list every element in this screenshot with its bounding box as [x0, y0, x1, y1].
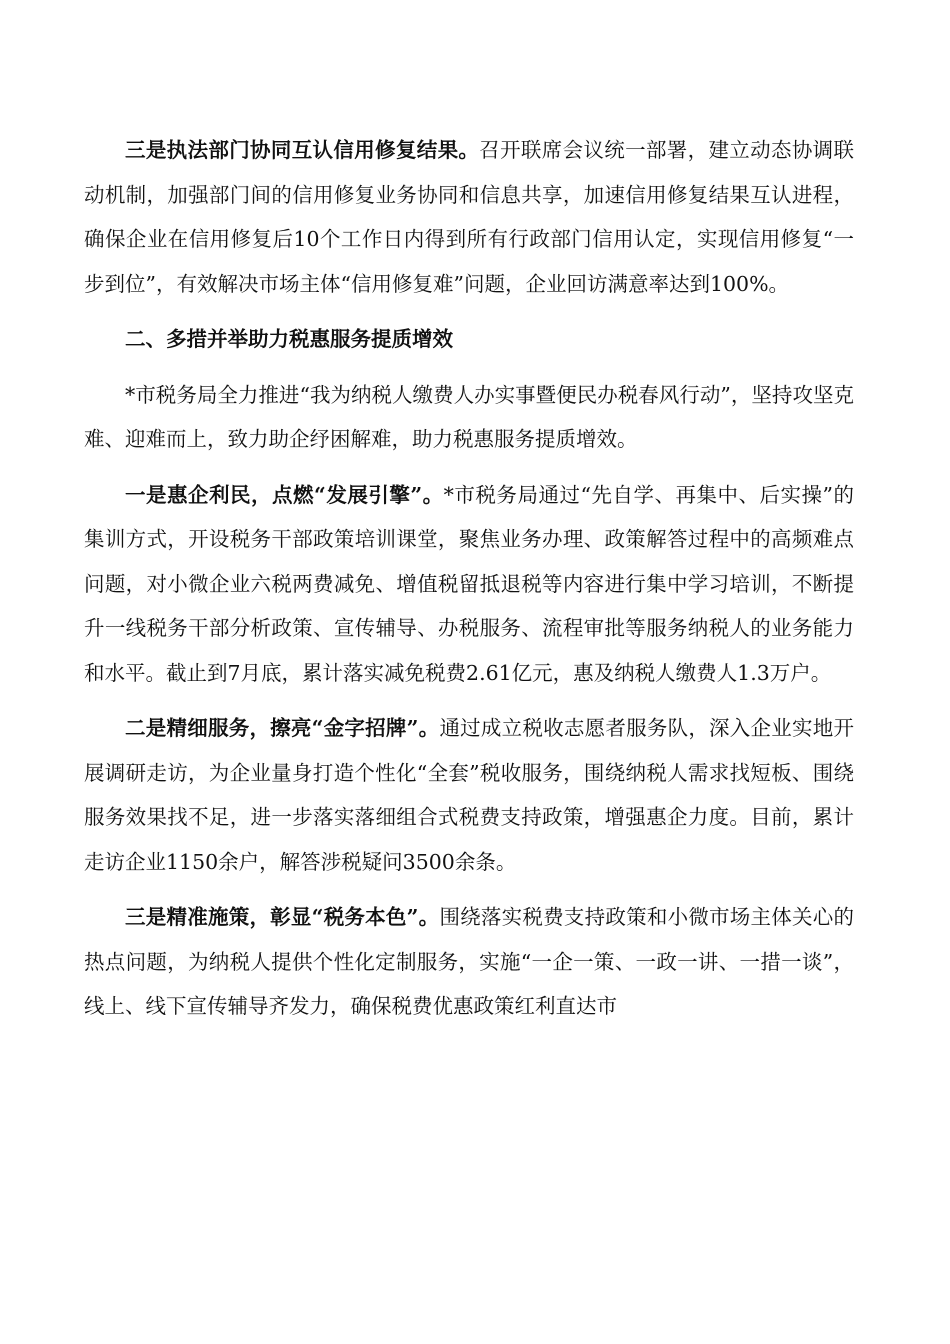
paragraph-lead: 三是精准施策，彰显“税务本色”。: [125, 905, 440, 929]
paragraph-text: 通过成立税收志愿者服务队，深入企业实地开展调研走访，为企业量身打造个性化“全套”税收服务，围绕纳税人需求找短板、围绕服务效果找不足，进一步落实落细组合式税费支持政策，增强惠企力度。目前，累计走访企业1150余户，解答涉税疑问3500余条。: [84, 716, 854, 874]
paragraph-text: *市税务局通过“先自学、再集中、后实操”的集训方式，开设税务干部政策培训课堂，聚焦业务办理、政策解答过程中的高频难点问题，对小微企业六税两费减免、增值税留抵退税等内容进行集中学习培训，不断提升一线税务干部分析政策、宣传辅导、办税服务、流程审批等服务纳税人的业务能力和水平。截止到7月底，累计落实减免税费2.61亿元，惠及纳税人缴费人1.3万户。: [84, 482, 854, 685]
paragraph-text: 召开联席会议统一部署，建立动态协调联动机制，加强部门间的信用修复业务协同和信息共享，加速信用修复结果互认进程，确保企业在信用修复后10个工作日内得到所有行政部门信用认定，实现信用修复“一步到位”，有效解决市场主体“信用修复难”问题，企业回访满意率达到100%。: [84, 138, 854, 296]
paragraph-credit-repair: [84, 128, 854, 306]
paragraph-lead: 一是惠企利民，点燃“发展引擎”。: [125, 482, 444, 507]
paragraph-text: *市税务局全力推进“我为纳税人缴费人办实事暨便民办税春风行动”，坚持攻坚克难、迎难而上，致力助企纾困解难，助力税惠服务提质增效。: [84, 382, 854, 451]
paragraph-precise-policy: [84, 895, 854, 1029]
paragraph-benefit-enterprises: [84, 473, 854, 696]
section-heading: 二、多措并举助力税惠服务提质增效: [125, 327, 453, 351]
paragraph-lead: 三是执法部门协同互认信用修复结果。: [125, 138, 480, 162]
paragraph-text: 围绕落实税费支持政策和小微市场主体关心的热点问题，为纳税人提供个性化定制服务，实施“一企一策、一政一讲、一措一谈”，线上、线下宣传辅导齐发力，确保税费优惠政策红利直达市: [84, 905, 854, 1018]
document-body: [84, 128, 854, 1029]
paragraph-lead: 二是精细服务，擦亮“金字招牌”。: [125, 716, 440, 740]
paragraph-refined-service: [84, 706, 854, 884]
paragraph-intro: [84, 373, 854, 462]
